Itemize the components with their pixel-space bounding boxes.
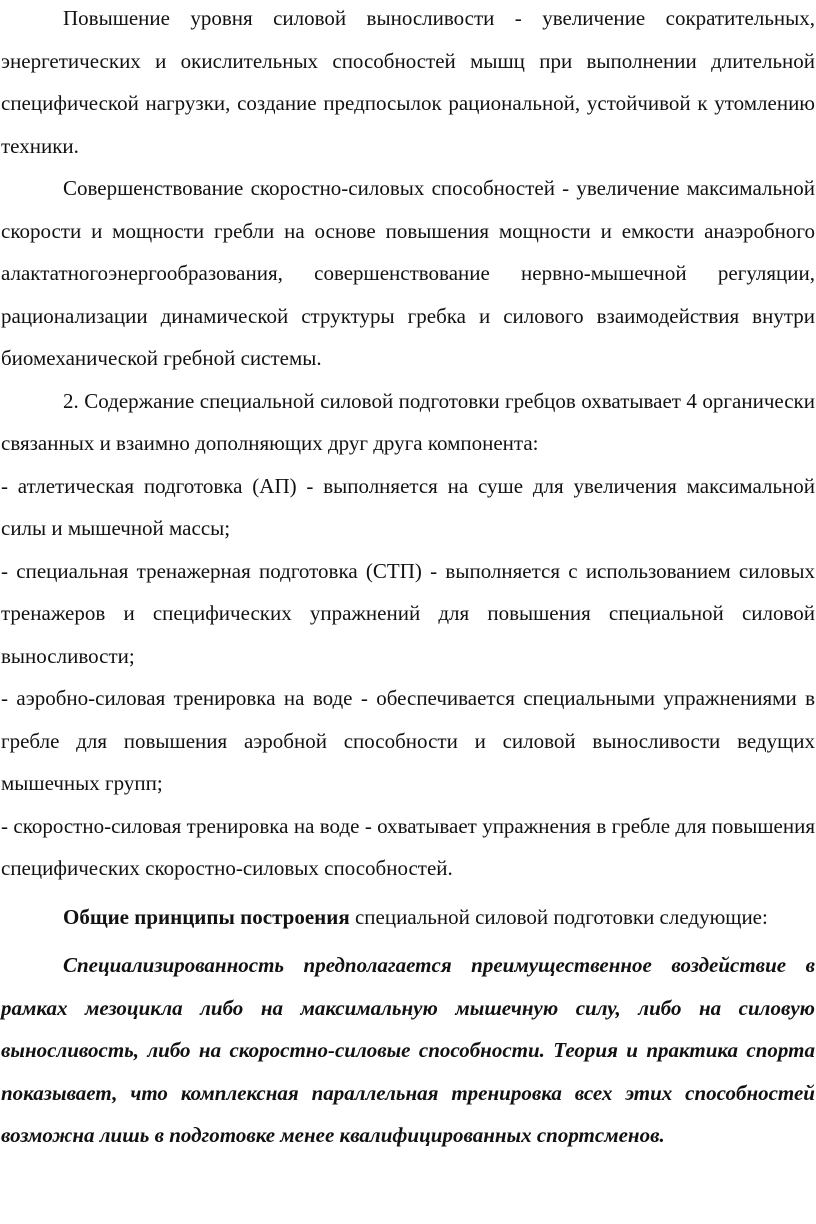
list-item-athletic-training: - атлетическая подготовка (АП) - выполняется на суше для увеличения максимальной силы и мышечной массы; bbox=[1, 473, 815, 540]
principles-heading: Общие принципы построения bbox=[63, 904, 350, 929]
paragraph-endurance: Повышение уровня силовой выносливости - увеличение сократительных, энергетических и окислительных способностей мышц при выполнении длительной специфической нагрузки, создание предпосылок рациональной, устойчивой к утомлению техники. bbox=[1, 6, 815, 158]
list-item-simulator-training: - специальная тренажерная подготовка (СТП) - выполняется с использованием силовых тренажеров и специфических упражнений для повышения специальной силовой выносливости; bbox=[1, 558, 815, 668]
principles-text: специальной силовой подготовки следующие: bbox=[349, 904, 768, 929]
list-item-speed-strength-water: - скоростно-силовая тренировка на воде - охватывает упражнения в гребле для повышения специфических скоростно-силовых способностей. bbox=[1, 813, 815, 880]
list-item-aerobic-strength: - аэробно-силовая тренировка на воде - обеспечивается специальными упражнениями в гребле для повышения аэробной способности и силовой выносливости ведущих мышечных групп; bbox=[1, 686, 815, 795]
paragraph-content-intro: 2. Содержание специальной силовой подготовки гребцов охватывает 4 органически связанных и взаимно дополняющих друг друга компонента: bbox=[1, 388, 815, 455]
paragraph-speed-strength: Совершенствование скоростно-силовых способностей - увеличение максимальной скорости и мощности гребли на основе повышения мощности и емкости анаэробного алактатногоэнергообразования, совершенствование нервно-мышечной регуляции, рационализации динамической структуры гребка и силового взаимодействия внутри биомеханической гребной системы. bbox=[1, 176, 815, 370]
paragraph-principles bbox=[1, 896, 815, 939]
paragraph-specialization: Специализированность предполагается преимущественное воздействие в рамках мезоцикла либо на максимальную мышечную силу, либо на силовую выносливость, либо на скоростно-силовые способности. Теория и практика спорта показывает, что комплексная параллельная тренировка всех этих способностей возможна лишь в подготовке менее квалифицированных спортсменов. bbox=[1, 953, 815, 1147]
